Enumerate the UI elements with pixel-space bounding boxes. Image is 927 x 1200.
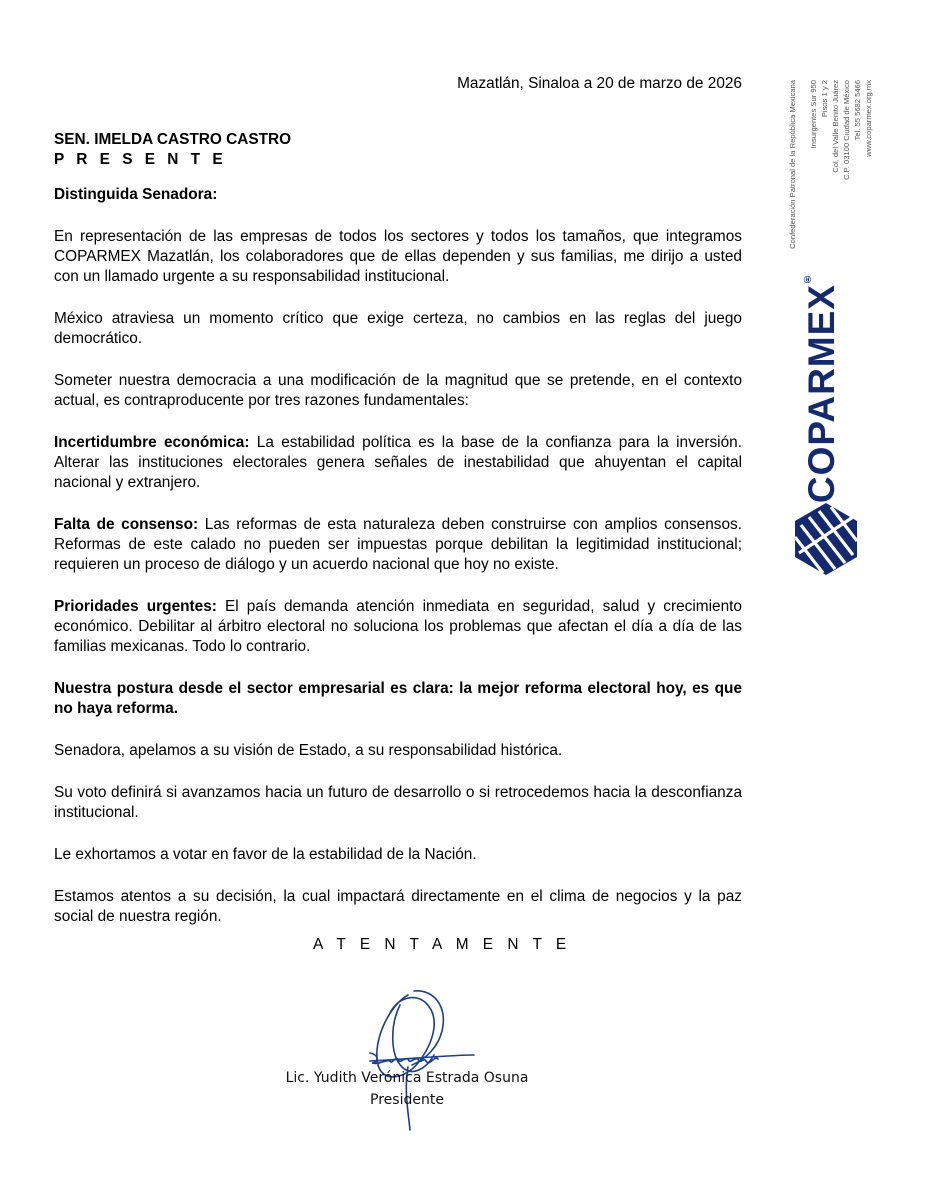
paragraph-intro: En representación de las empresas de todos los sectores y todos los tamaños, que integramos COPARMEX Mazatlán, los colaboradores que de ellas dependen y sus familias, me dirijo a usted con un llamado urgente a su responsabilidad institucional.: [54, 228, 742, 285]
signer-name: Lic. Yudith Verónica Estrada Osuna: [285, 1070, 529, 1086]
registered-mark: ®: [802, 272, 813, 284]
atentamente: A T E N T A M E N T E: [313, 936, 572, 953]
signer-block: [262, 1067, 552, 1111]
address-colony: Col. del Valle Benito Juárez: [831, 80, 840, 173]
coparmex-logo-icon: [795, 503, 857, 575]
coparmex-wordmark: [803, 272, 840, 503]
address-floors: Pisos 1 y 2: [820, 80, 829, 118]
letter-body: [54, 74, 742, 927]
website: www.coparmex.org.mx: [864, 80, 873, 157]
reason-consensus-text: Las reformas de esta naturaleza deben construirse con amplios consensos. Reformas de este calado no pueden ser impuestas porque debilitan la legitimidad institucional; requieren un proceso de diálogo y un acuerdo nacional que hoy no existe.: [54, 516, 743, 573]
reason-priorities-text: El país demanda atención inmediata en seguridad, salud y crecimiento económico. Debilitar al árbitro electoral no soluciona los problemas que afectan el día a día de las familias mexicanas. Todo lo contrario.: [54, 598, 742, 655]
reason-consensus-label: Falta de consenso:: [54, 516, 199, 533]
reason-priorities-label: Prioridades urgentes:: [54, 598, 217, 615]
organization-info: [782, 80, 882, 275]
org-name: Confederación Patronal de la República Mexicana: [788, 80, 797, 249]
phone-number: Tel. 55 5682 5466: [853, 80, 862, 141]
salutation: Distinguida Senadora:: [54, 186, 218, 203]
paragraph-closing: Estamos atentos a su decisión, la cual impactará directamente en el clima de negocios y la paz social de nuestra región.: [54, 888, 742, 925]
paragraph-appeal: Senadora, apelamos a su visión de Estado, a su responsabilidad histórica.: [54, 742, 563, 759]
paragraph-vote: Su voto definirá si avanzamos hacia un futuro de desarrollo o si retrocedemos hacia la desconfianza institucional.: [54, 784, 742, 821]
date-line: Mazatlán, Sinaloa a 20 de marzo de 2026: [457, 75, 742, 92]
address-postal: C.P. 03100 Ciudad de México: [842, 80, 851, 180]
signature-scribble: [350, 985, 480, 1140]
recipient-name: SEN. IMELDA CASTRO CASTRO: [54, 131, 292, 148]
paragraph-reasons-intro: Someter nuestra democracia a una modificación de la magnitud que se pretende, en el contexto actual, es contraproducente por tres razones fundamentales:: [54, 372, 742, 409]
stance-statement: Nuestra postura desde el sector empresarial es clara: la mejor reforma electoral hoy, es que no haya reforma.: [54, 680, 742, 717]
reason-priorities: [54, 597, 742, 657]
paragraph-exhort: Le exhortamos a votar en favor de la estabilidad de la Nación.: [54, 846, 477, 863]
paragraph-context: México atraviesa un momento crítico que exige certeza, no cambios en las reglas del juego democrático.: [54, 310, 742, 347]
reason-economic-text: La estabilidad política es la base de la confianza para la inversión. Alterar las instituciones electorales genera señales de inestabilidad que ahuyentan el capital nacional y extranjero.: [54, 434, 742, 491]
recipient-block: [54, 130, 742, 170]
signer-title: Presidente: [370, 1092, 444, 1108]
reason-economic: [54, 433, 742, 493]
brand-name: COPARMEX: [801, 284, 842, 504]
reason-economic-label: Incertidumbre económica:: [54, 434, 250, 451]
recipient-presente: P R E S E N T E: [54, 151, 227, 168]
reason-consensus: [54, 515, 742, 575]
address-street: Insurgentes Sur 950: [809, 80, 818, 149]
